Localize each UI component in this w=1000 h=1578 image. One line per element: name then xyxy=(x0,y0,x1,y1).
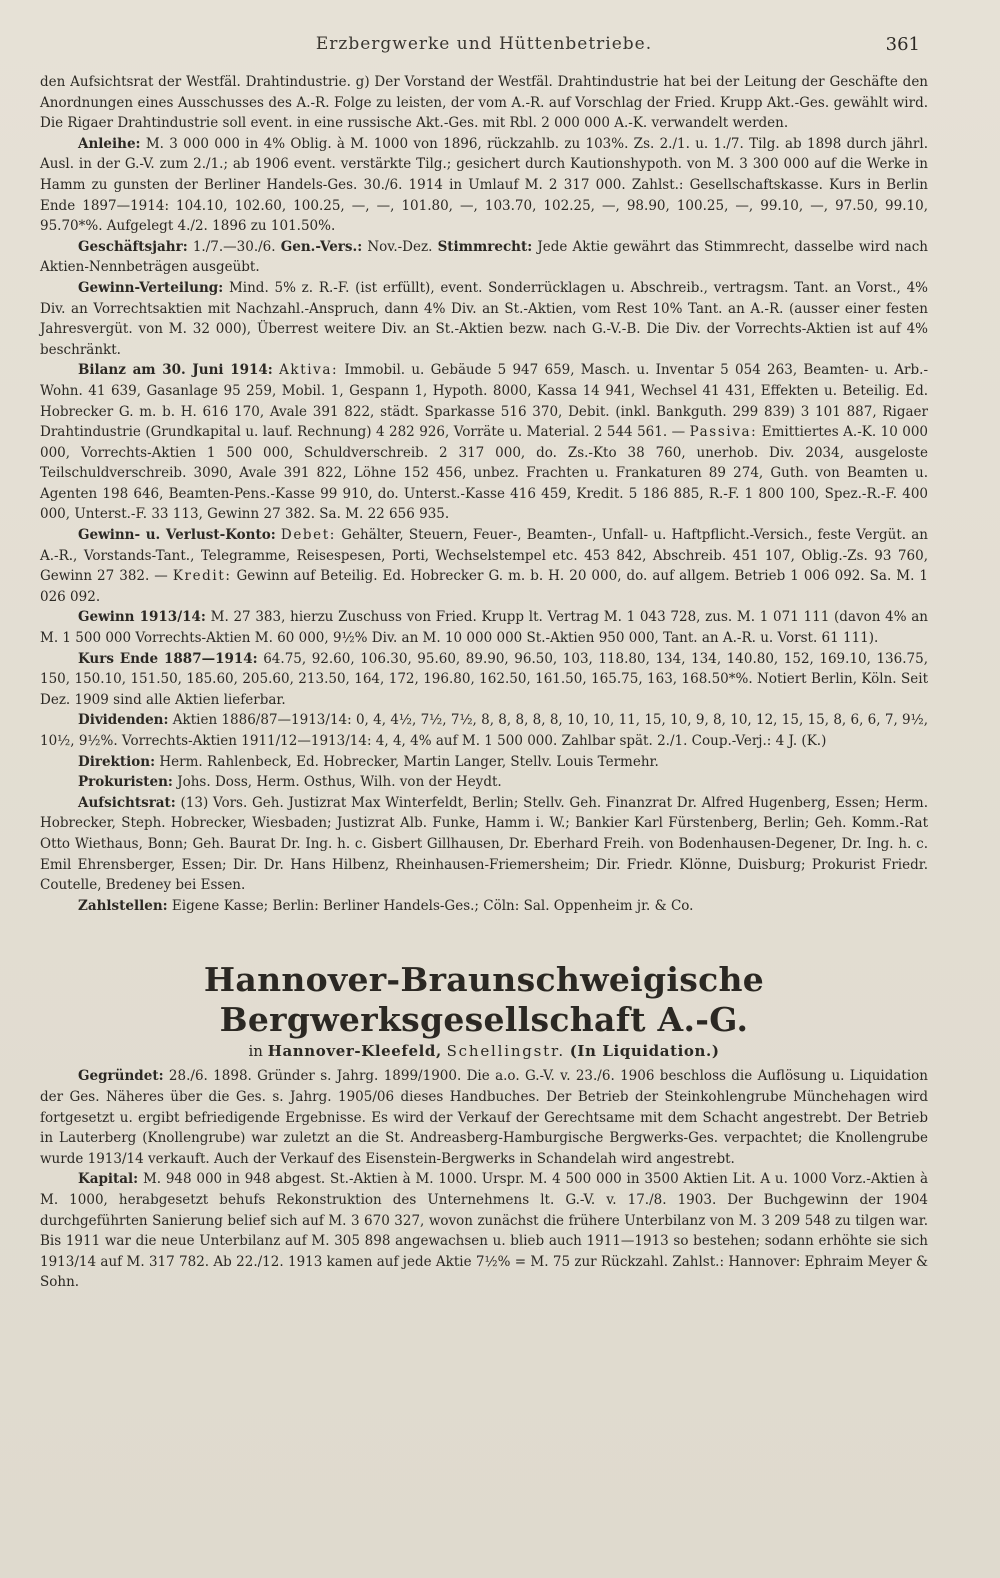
aufsichtsrat-label: Aufsichtsrat: xyxy=(78,794,176,811)
kapital-paragraph xyxy=(40,1169,928,1293)
kurs-label: Kurs Ende 1887—1914: xyxy=(78,650,258,667)
company-title: Hannover-Braunschweigische Bergwerksgesellschaft A.-G. xyxy=(203,960,765,1040)
genvers-label: Gen.-Vers.: xyxy=(280,238,363,255)
subtitle-street: Schellingstr. xyxy=(446,1042,565,1061)
aktiva-label: Aktiva: xyxy=(279,362,339,379)
debet-label: Debet: xyxy=(280,527,336,544)
anleihe-label: Anleihe: xyxy=(78,135,141,152)
subtitle-status: (In Liquidation.) xyxy=(569,1042,720,1061)
stimmrecht-label: Stimmrecht: xyxy=(437,238,533,255)
gegruendet-paragraph xyxy=(40,1066,928,1169)
direktion-paragraph xyxy=(40,752,928,773)
kapital-text: M. 948 000 in 948 abgest. St.-Aktien à M. 1000. Urspr. M. 4 500 000 in 3500 Aktien Lit. A u. 1000 Vorz.-Aktien à M. 1000, herabgesetzt behufs Rekonstruktion des Unternehmens lt. G.-V. v. 17./8. 1903. Der Buchgewinn der 1904 durchgeführten Sanierung belief sich auf M. 3 670 327, wovon zunächst die frühere Unterbilanz von M. 3 209 548 zu tilgen war. Bis 1911 war die neue Unterbilanz auf M. 305 898 angewachsen u. blieb auch 1911—1913 so bestehen; sodann erhöhte sie sich 1913/14 auf M. 317 782. Ab 22./12. 1913 kamen auf jede Aktie 7½% = M. 75 zur Rückzahl. Zahlst.: Hannover: Ephraim Meyer & Sohn. xyxy=(40,1171,928,1291)
geschaeftsjahr-text: 1./7.—30./6. xyxy=(192,238,276,255)
kredit-label: Kredit: xyxy=(172,568,232,585)
prokuristen-label: Prokuristen: xyxy=(78,774,173,791)
geschaeftsjahr-paragraph xyxy=(40,237,928,278)
hannover-section xyxy=(40,1066,928,1293)
gegruendet-text: 28./6. 1898. Gründer s. Jahrg. 1899/1900. Die a.o. G.-V. v. 23./6. 1906 beschloss die Auflösung u. Liquidation der Ges. Näheres über die Ges. s. Jahrg. 1905/06 dieses Handbuches. Der Betrieb der Steinkohlengrube Münchehagen wird fortgesetzt u. ergibt befriedigende Ergebnisse. Es wird der Verkauf der Gerechtsame mit dem Schacht angestrebt. Der Betrieb in Lauterberg (Knollengrube) war zuletzt an die St. Andreasberg-Hamburgische Bergwerks-Ges. verpachtet; die Knollengrube wurde 1913/14 verkauft. Auch der Verkauf des Eisenstein-Bergwerks in Schandelah wird angestrebt. xyxy=(40,1068,928,1167)
guv-label: Gewinn- u. Verlust-Konto: xyxy=(78,527,276,544)
gewinn-paragraph xyxy=(40,607,928,648)
passiva-text: Emittiertes A.-K. 10 000 000, Vorrechts-Aktien 1 500 000, Schuldverschreib. 2 317 000, do. Zs.-Kto 38 760, unerhob. Div. 2034, ausgeloste Teilschuldverschreib. 3090, Avale 391 822, Löhne 152 456, unbez. Frachten u. Frankaturen 89 274, Guth. von Beamten u. Agenten 198 646, Beamten-Pens.-Kasse 99 910, do. Unterst.-Kasse 416 459, Kredit. 5 186 885, R.-F. 1 800 100, Spez.-R.-F. 400 000, Unterst.-F. 33 113, Gewinn 27 382. Sa. M. 22 656 935. xyxy=(40,424,929,523)
anleihe-paragraph xyxy=(40,134,928,237)
kapital-label: Kapital: xyxy=(78,1171,139,1188)
subtitle-city: Hannover-Kleefeld, xyxy=(267,1042,442,1061)
gewinnverteilung-paragraph xyxy=(40,278,928,360)
krupp-section xyxy=(40,72,928,916)
passiva-label: Passiva: xyxy=(689,424,758,441)
aufsichtsrat-continuation: den Aufsichtsrat der Westfäl. Drahtindustrie. g) Der Vorstand der Westfäl. Drahtindustrie hat bei der Leitung der Geschäfte den Anordnungen eines Ausschusses des A.-R. Folge zu leisten, der vom A.-R. auf Vorschlag der Fried. Krupp Akt.-Ges. gewählt wird. Die Rigaer Drahtindustrie soll event. in eine russische Akt.-Ges. mit Rbl. 2 000 000 A.-K. verwandelt werden. xyxy=(40,74,928,132)
aufsichtsrat-text: (13) Vors. Geh. Justizrat Max Winterfeldt, Berlin; Stellv. Geh. Finanzrat Dr. Alfred Hugenberg, Essen; Herm. Hobrecker, Steph. Hobrecker, Wiesbaden; Justizrat Alb. Funke, Hamm i. W.; Bankier Karl Fürstenberg, Berlin; Geh. Komm.-Rat Otto Wiethaus, Bonn; Geh. Baurat Dr. Ing. h. c. Gisbert Gillhausen, Dr. Eberhard Freih. von Bodenhausen-Degener, Dr. Ing. h. c. Emil Ehrensberger, Essen; Dir. Dr. Hans Hilbenz, Rheinhausen-Friemersheim; Dir. Friedr. Klönne, Duisburg; Prokurist Friedr. Coutelle, Bredeney bei Essen. xyxy=(40,794,928,894)
zahlstellen-paragraph xyxy=(40,896,928,917)
company-subtitle xyxy=(40,1042,928,1060)
running-head xyxy=(40,34,928,62)
genvers-text: Nov.-Dez. xyxy=(367,238,433,255)
kurs-paragraph xyxy=(40,649,928,711)
stimmrecht-text: Jede Aktie gewährt das Stimmrecht, dasselbe wird nach Aktien-Nennbeträgen ausgeübt. xyxy=(40,238,928,276)
zahlstellen-label: Zahlstellen: xyxy=(78,897,168,914)
dividenden-text: Aktien 1886/87—1913/14: 0, 4, 4½, 7½, 7½, 8, 8, 8, 8, 8, 10, 10, 11, 15, 10, 9, 8, 10, 12, 15, 15, 8, 6, 6, 7, 9½, 10½, 9½%. Vorrechts-Aktien 1911/12—1913/14: 4, 4, 4% auf M. 1 500 000. Zahlbar spät. 2./1. Coup.-Verj.: 4 J. (K.) xyxy=(40,712,929,749)
running-title: Erzbergwerke und Hüttenbetriebe. xyxy=(315,34,653,54)
aktiva-text: Immobil. u. Gebäude 5 947 659, Masch. u. Inventar 5 054 263, Beamten- u. Arb.-Wohn. 41 639, Gasanlage 95 259, Mobil. 1, Gespann 1, Hypoth. 8000, Kassa 14 941, Wechsel 41 431, Effekten u. Beteilig. Ed. Hobrecker G. m. b. H. 616 170, Avale 391 822, städt. Sparkasse 516 370, Debit. (inkl. Bankguth. 299 839) 3 101 887, Rigaer Drahtindustrie (Grundkapital u. lauf. Rechnung) 4 282 926, Vorräte u. Material. 2 544 561. — xyxy=(40,362,929,441)
aufsichtsrat-paragraph xyxy=(40,793,928,896)
direktion-label: Direktion: xyxy=(78,753,156,770)
gewinn-label: Gewinn 1913/14: xyxy=(78,609,206,626)
anleihe-text: M. 3 000 000 in 4% Oblig. à M. 1000 von 1896, rückzahlb. zu 103%. Zs. 2./1. u. 1./7. Tilg. ab 1898 durch jährl. Ausl. in der G.-V. zum 2./1.; ab 1906 event. verstärkte Tilg.; gesichert durch Kautionshypoth. von M. 3 300 000 auf die Werke in Hamm zu gunsten der Berliner Handels-Ges. 30./6. 1914 in Umlauf M. 2 317 000. Zahlst.: Gesellschaftskasse. Kurs in Berlin Ende 1897—1914: 104.10, 102.60, 100.25, —, —, 101.80, —, 103.70, 102.25, —, 98.90, 100.25, —, 99.10, —, 97.50, 99.10, 95.70*%. Aufgelegt 4./2. 1896 zu 101.50%. xyxy=(40,135,928,235)
direktion-text: Herm. Rahlenbeck, Ed. Hobrecker, Martin Langer, Stellv. Louis Termehr. xyxy=(159,753,659,770)
kredit-text: Gewinn auf Beteilig. Ed. Hobrecker G. m. b. H. 20 000, do. auf allgem. Betrieb 1 006 092. Sa. M. 1 026 092. xyxy=(40,568,928,605)
geschaeftsjahr-label: Geschäftsjahr: xyxy=(78,238,188,255)
gegruendet-label: Gegründet: xyxy=(78,1068,164,1085)
dividenden-label: Dividenden: xyxy=(78,712,169,729)
zahlstellen-text: Eigene Kasse; Berlin: Berliner Handels-Ges.; Cöln: Sal. Oppenheim jr. & Co. xyxy=(171,897,694,914)
debet-text: Gehälter, Steuern, Feuer-, Beamten-, Unfall- u. Haftpflicht.-Versich., feste Vergüt. an A.-R., Vorstands-Tant., Telegramme, Reisespesen, Porti, Wechselstempel etc. 453 842, Abschreib. 451 107, Oblig.-Zs. 93 760, Gewinn 27 382. — xyxy=(40,527,928,585)
gewinnverteilung-label: Gewinn-Verteilung: xyxy=(78,279,224,296)
subtitle-in: in xyxy=(248,1042,263,1061)
prokuristen-text: Johs. Doss, Herm. Osthus, Wilh. von der Heydt. xyxy=(177,774,502,791)
kurs-text: 64.75, 92.60, 106.30, 95.60, 89.90, 96.50, 103, 118.80, 134, 134, 140.80, 152, 169.10, 136.75, 150, 150.10, 151.50, 185.60, 205.60, 213.50, 164, 172, 196.80, 162.50, 161.50, 165.75, 163, 168.50*%. Notiert Berlin, Köln. Seit Dez. 1909 sind alle Aktien lieferbar. xyxy=(40,650,928,708)
bilanz-label: Bilanz am 30. Juni 1914: xyxy=(78,362,273,379)
dividenden-paragraph xyxy=(40,710,928,751)
guv-paragraph xyxy=(40,525,928,607)
gewinnverteilung-text: Mind. 5% z. R.-F. (ist erfüllt), event. Sonderrücklagen u. Abschreib., vertragsm. Tant. an Vorst., 4% Div. an Vorrechtsaktien mit Nachzahl.-Anspruch, dann 4% Div. an St.-Aktien, vom Rest 10% Tant. an A.-R. (ausser einer festen Jahresvergüt. von M. 32 000), Überrest weitere Div. an St.-Aktien bezw. nach G.-V.-B. Die Div. der Vorrechts-Aktien ist auf 4% beschränkt. xyxy=(40,279,928,358)
gewinn-text: M. 27 383, hierzu Zuschuss von Fried. Krupp lt. Vertrag M. 1 043 728, zus. M. 1 071 111 (davon 4% an M. 1 500 000 Vorrechts-Aktien M. 60 000, 9½% Div. an M. 10 000 000 St.-Aktien 950 000, Tant. an A.-R. u. Vorst. 61 111). xyxy=(40,609,928,647)
page-number: 361 xyxy=(885,34,920,55)
prokuristen-paragraph xyxy=(40,772,928,793)
bilanz-paragraph xyxy=(40,360,928,525)
